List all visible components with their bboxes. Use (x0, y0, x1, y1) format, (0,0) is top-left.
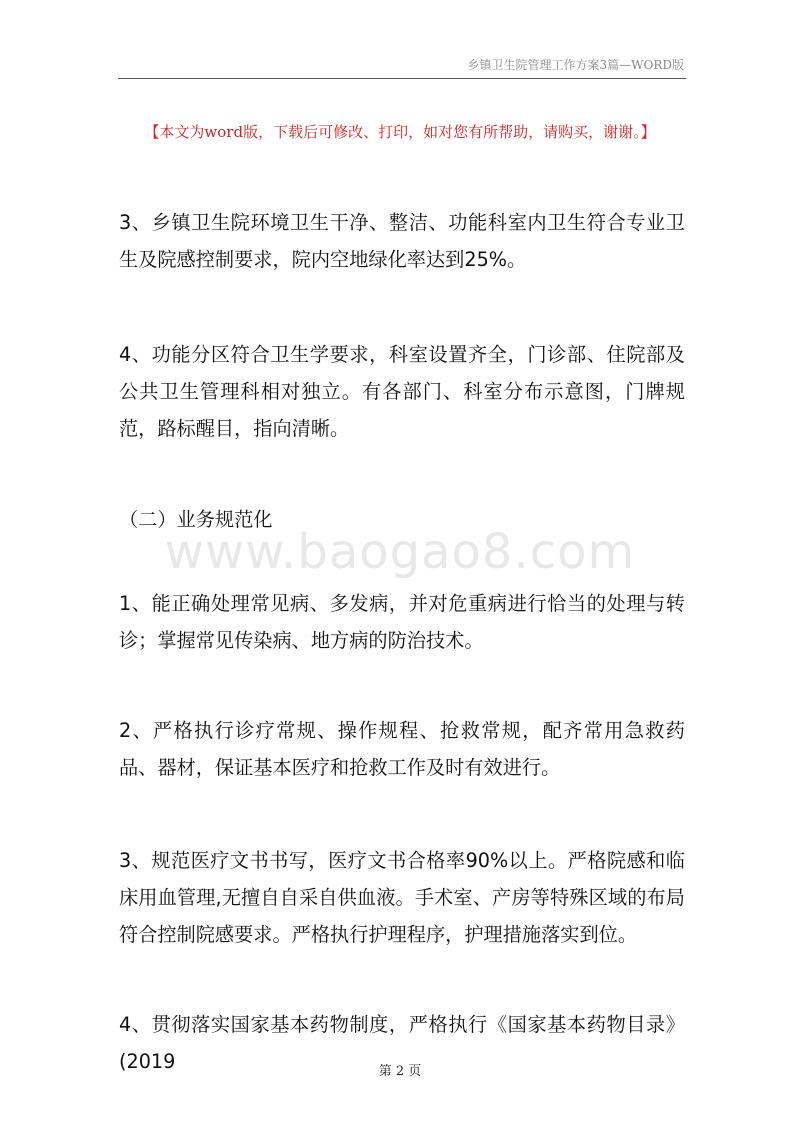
paragraph-environment: 3、乡镇卫生院环境卫生干净、整洁、功能科室内卫生符合专业卫生及院感控制要求，院内空地绿化率达到25%。 (119, 211, 685, 271)
paragraph-drugs: 4、贯彻落实国家基本药物制度，严格执行《国家基本药物目录》(2019 (119, 1013, 685, 1073)
page-number: 第 2 页 (378, 1064, 422, 1079)
paragraph-procedures: 2、严格执行诊疗常规、操作规程、抢救常规，配齐常用急救药品、器材，保证基本医疗和抢救工作及时有效进行。 (119, 719, 685, 779)
watermark: www.baogao8.com (164, 524, 636, 580)
purchase-notice: 【本文为word版，下载后可修改、打印，如对您有所帮助，请购买，谢谢。】 (144, 123, 656, 141)
paragraph-zoning: 4、功能分区符合卫生学要求，科室设置齐全，门诊部、住院部及公共卫生管理科相对独立。有各部门、科室分布示意图，门牌规范，路标醒目，指向清晰。 (119, 343, 685, 440)
paragraph-records: 3、规范医疗文书书写，医疗文书合格率90%以上。严格院感和临床用血管理,无擅自自采自供血液。手术室、产房等特殊区域的布局符合控制院感要求。严格执行护理程序，护理措施落实到位。 (119, 849, 685, 946)
paragraph-diagnosis: 1、能正确处理常见病、多发病，并对危重病进行恰当的处理与转诊；掌握常见传染病、地方病的防治技术。 (119, 592, 685, 652)
header-title: 乡镇卫生院管理工作方案3篇—WORD版 (467, 58, 684, 72)
page-header (118, 0, 686, 79)
section-heading: （二）业务规范化 (119, 508, 273, 531)
